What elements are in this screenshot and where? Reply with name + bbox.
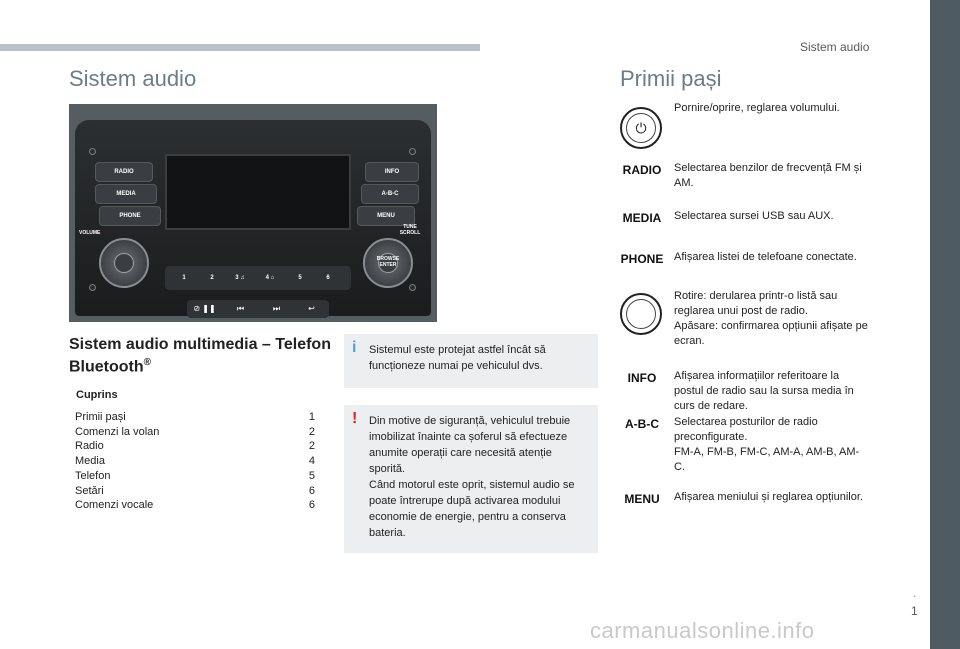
section-label: Sistem audio <box>800 40 870 54</box>
toc-label: Primii pași <box>75 411 126 423</box>
media-icon: MEDIA <box>622 211 662 225</box>
toc-row <box>75 454 315 469</box>
item-text <box>674 289 870 349</box>
item-text-line: Selectarea posturilor de radio preconfigurate. <box>674 416 818 443</box>
registered-mark: ® <box>143 357 152 368</box>
toc-label: Comenzi la volan <box>75 425 160 438</box>
toc-label: Media <box>75 455 105 468</box>
toc-row <box>75 498 315 513</box>
toc-page: 6 <box>308 499 315 512</box>
browse-label: BROWSE ENTER <box>376 256 400 268</box>
item-text-line: Rotire: derularea printr-o listă sau reglarea unui post de radio. <box>674 290 838 317</box>
back-icon: ↩ <box>308 304 315 313</box>
subtitle <box>69 336 339 376</box>
page-number: 1 <box>911 604 918 618</box>
preset-1: 1 <box>182 275 186 281</box>
toc-label: Setări <box>75 484 104 497</box>
toc-row <box>75 425 315 440</box>
top-rule <box>0 44 480 51</box>
info-note-text: Sistemul este protejat astfel încât să funcționeze numai pe vehiculul dvs. <box>369 344 546 372</box>
radio-button: RADIO <box>95 162 153 182</box>
menu-button: MENU <box>357 206 415 226</box>
watermark: carmanualsonline.info <box>590 618 815 643</box>
item-text <box>674 415 870 475</box>
warning-note <box>344 405 598 553</box>
preset-4: 4 ⌂ <box>265 275 275 281</box>
tune-scroll-label: TUNE SCROLL <box>399 224 421 236</box>
warning-icon: ! <box>352 410 358 427</box>
radio-unit-image <box>69 104 437 322</box>
screw-icon <box>409 284 416 291</box>
preset-6: 6 <box>326 275 330 281</box>
radio-display <box>165 154 351 230</box>
radio-faceplate <box>75 120 431 316</box>
radio-icon: RADIO <box>622 163 662 177</box>
abc-icon: A-B-C <box>625 417 659 431</box>
item-text: Pornire/oprire, reglarea volumului. <box>674 102 840 114</box>
abc-button: A-B-C <box>361 184 419 204</box>
screw-icon <box>409 148 416 155</box>
side-bar <box>930 0 960 649</box>
info-button: INFO <box>365 162 419 182</box>
info-note <box>344 334 598 388</box>
warning-note-text-2: Când motorul este oprit, sistemul audio se poate întrerupe după activarea modului economie de energie, pentru a conserva bateria. <box>369 479 575 539</box>
toc-page: 4 <box>308 455 315 468</box>
info-icon: i <box>352 339 357 356</box>
screw-icon <box>89 284 96 291</box>
preset-5: 5 <box>298 275 302 281</box>
toc-label: Radio <box>75 440 104 453</box>
toc-row <box>75 439 315 454</box>
preset-3: 3 ♫ <box>235 275 245 281</box>
info-button-icon: INFO <box>627 371 657 385</box>
toc-label: Telefon <box>75 469 111 482</box>
item-text-line: Apăsare: confirmarea opțiunii afișate pe ecran. <box>674 320 868 347</box>
previous-icon: ⏮ <box>236 304 245 313</box>
item-text: Afișarea meniului și reglarea opțiunilor. <box>674 491 863 503</box>
toc-page: 2 <box>308 440 315 453</box>
warning-note-text: Din motive de siguranță, vehiculul trebuie imobilizat înainte ca șoferul să efectueze anumite operații care necesită atenție sporită. <box>369 415 571 475</box>
mute-pause-icon: ⊘ ❚❚ <box>193 304 216 313</box>
toc-page: 5 <box>308 469 315 482</box>
page-dot: . <box>913 586 917 600</box>
browse-knob-icon <box>620 293 662 335</box>
toc-row <box>75 484 315 499</box>
subtitle-text: Sistem audio multimedia – Telefon Bluetooth <box>69 336 331 376</box>
item-text: Selectarea sursei USB sau AUX. <box>674 210 834 222</box>
preset-2: 2 <box>210 275 214 281</box>
table-of-contents <box>75 410 315 513</box>
phone-icon: PHONE <box>620 252 664 266</box>
toc-row <box>75 410 315 425</box>
power-knob-icon: ⏻ <box>620 107 662 149</box>
media-button: MEDIA <box>95 184 157 204</box>
volume-label: VOLUME <box>79 230 101 236</box>
item-text: Afișarea listei de telefoane conectate. <box>674 251 857 263</box>
item-text: Afișarea informațiilor referitoare la postul de radio sau la sursa media în curs de redare. <box>674 370 854 412</box>
phone-button: PHONE <box>99 206 161 226</box>
power-icon <box>114 253 134 273</box>
item-text: Selectarea benzilor de frecvență FM și AM. <box>674 162 862 189</box>
screw-icon <box>89 148 96 155</box>
item-text-line: FM-A, FM-B, FM-C, AM-A, AM-B, AM-C. <box>674 446 860 473</box>
left-title: Sistem audio <box>69 66 197 91</box>
right-title: Primii pași <box>620 66 722 91</box>
preset-buttons <box>165 266 351 290</box>
menu-icon: MENU <box>624 492 660 506</box>
media-controls <box>187 300 329 318</box>
toc-label: Comenzi vocale <box>75 499 154 512</box>
toc-page: 1 <box>308 411 315 423</box>
toc-page: 2 <box>308 425 315 438</box>
toc-row <box>75 469 315 484</box>
next-icon: ⏭ <box>272 304 281 313</box>
toc-title: Cuprins <box>76 389 118 401</box>
volume-knob <box>99 238 149 288</box>
toc-page: 6 <box>308 484 315 497</box>
